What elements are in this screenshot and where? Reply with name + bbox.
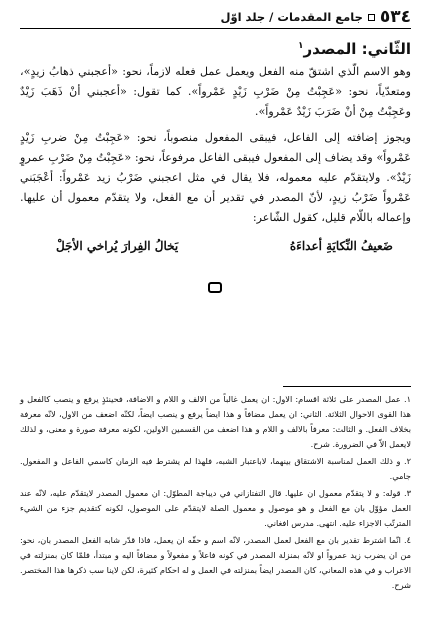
section-heading [20,38,411,60]
footnote-divider [283,386,411,387]
footnote: ٣. قوله: و لا يتقدّم معمول ان عليها. قال التفتازاني في ديباجة المطوّل: ان معمول المصدر لايتقدّم عليه، لانّه عند العمل مؤوّل بان مع الفعل و هو موصول و معمول الصلة لايتقدّم على الموصول، لكونه كتقديم جزء من الشيء المترتّب الاجزاء عليه. انتهى. مدرس افغاني. [20,488,411,528]
paragraph: ويجوز إضافته إلى الفاعل، فيبقى المفعول منصوباً، نحو: «عَجِبْتُ مِنْ ضربِ زَيْدٍ عَمْرواً» وقد يضاف إلى المفعول فيبقى الفاعل مرفوعاً، نحو: «عَجِبْتُ مِنْ ضَرْبِ عمروٍ زَيْدٌ». ولايتقدّم عليه معموله، فلا يقال في مثل اعجبني ضَرْبُ زيد عَمْرواً: أعْجَبَني عَمْرواً ضَرْبُ زيدٍ، لأنّ المصدر في تقدير أن مع الفعل، ولا يتقدّم معمول أن عليها. وإعماله باللّام قليل، كقول الشّاعر: [20,131,411,224]
ornament-icon [208,282,222,293]
page-header [20,6,411,29]
footnotes-section [20,392,411,595]
footnote: ٢. و ذلك العمل لمناسبة الاشتقاق بينهما، لاباعتبار الشبه، فلهذا لم يشترط فيه الزمان كاسمي الفاعل و المفعول. جامي. [20,456,411,481]
footnote: ١. عمل المصدر على ثلاثة اقسام: الاول: ان يعمل غالباً من الالف و اللام و الاضافة، فحينئذٍ يرفع و ينصب كالفعل و هذا القوى الاحوال الثلاثة. الثاني: ان يعمل مضافاً و هذا ايضاً يرفع و ينصب ايضاً، لكنّه اضعف من الاول، لانّه معرفة بخلاف الفعل. و الثالث: معرفاً بالالف و اللام و هذا اضعف من القسمين الاولين، لكونه معرفة صورة و معنى، و لذلك لايعمل الاّ في الضرورة. شرح. [20,394,411,449]
verse-second-hemistich: يَخالُ الفِرارَ يُراخي الأجَلْ [56,239,179,253]
header-title-group [220,7,411,27]
main-text [20,38,411,256]
paragraph: وهو الاسم الّذي اشتقّ منه الفعل ويعمل عمل فعله لازماً، نحو: «أعجبني ذهابُ زيدٍ»، ومتعدّياً، نحو: «عَجِبْتُ مِنْ ضَرْبِ زَيْدٍ عَمْرواً». كما تقول: «أعجبني أنْ ذَهَبَ زَيْدٌ وعَجِبْتُ مِنْ أنْ ضَرَبَ زَيْدٌ عَمْرواً». [20,65,411,118]
footnote-reference: ١ [298,41,304,51]
poetry-verse [56,236,393,256]
running-head: جامع المقدمات / جلد اوّل [220,10,363,24]
verse-first-hemistich: ضَعيفُ النِّكايَةِ أعداءَهُ [289,239,393,253]
square-bullet-icon [368,14,375,21]
footnote: ٤. انّما اشترط تقدير بان مع الفعل لعمل المصدر، لانّه اسم و حقّه ان يعمل، فاذا قدّر شابه الفعل المصدر بان، نحو: من ان يضرب زيد عمرواً او لانّه بمنزلة المصدر في كونه فاعلاً و مفعولاً و مضافاً اليه و مبتدأ، فلمّا كان بمنزلته في الاعراب و في هذه المعاني، كان المصدر ايضاً بمنزلته في العمل و له احكام كثيرة، لكن لاينا سب ذكرها هذا المختصر. شرح. [20,535,411,590]
section-end-ornament [0,282,429,293]
section-heading-text: الثّاني: المصدر [303,40,411,58]
page-number: ٥٣٤ [379,7,411,27]
